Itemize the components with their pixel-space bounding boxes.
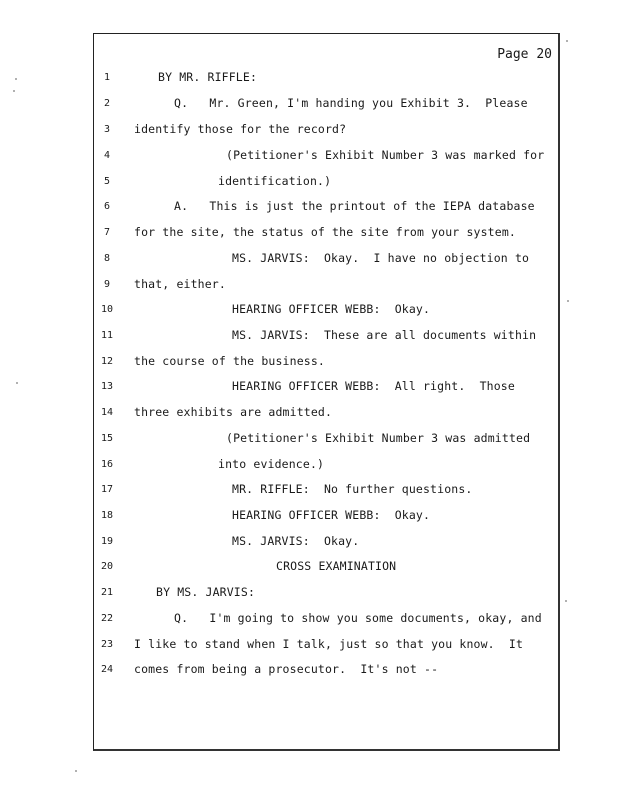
scan-speck: [13, 90, 15, 92]
transcript-line: [94, 585, 561, 605]
line-text: MS. JARVIS: Okay. I have no objection to: [232, 251, 530, 265]
scan-speck: [565, 600, 567, 602]
transcript-line: [94, 559, 561, 579]
line-number: 16: [100, 459, 114, 470]
line-number: 7: [103, 227, 111, 238]
scan-speck: [75, 770, 77, 772]
line-number: 1: [103, 72, 111, 83]
line-text: HEARING OFFICER WEBB: Okay.: [232, 508, 431, 522]
line-number: 15: [100, 433, 114, 444]
line-number: 6: [103, 201, 111, 212]
transcript-page: [93, 33, 560, 751]
scan-speck: [566, 40, 568, 42]
scan-speck: [15, 78, 17, 80]
line-text: for the site, the status of the site from your system.: [134, 225, 516, 239]
line-text: three exhibits are admitted.: [134, 405, 333, 419]
line-number: 22: [100, 613, 114, 624]
line-number: 17: [100, 484, 114, 495]
line-text: MS. JARVIS: These are all documents within: [232, 328, 537, 342]
line-number: 20: [100, 561, 114, 572]
line-number: 19: [100, 536, 114, 547]
line-number: 11: [100, 330, 114, 341]
line-text: Q. I'm going to show you some documents, okay, and: [174, 611, 542, 625]
section-heading: CROSS EXAMINATION: [276, 559, 397, 573]
transcript-line: [94, 482, 561, 502]
line-text: HEARING OFFICER WEBB: Okay.: [232, 302, 431, 316]
line-text: MS. JARVIS: Okay.: [232, 534, 360, 548]
scan-speck: [16, 382, 18, 384]
line-number: 24: [100, 664, 114, 675]
line-text: (Petitioner's Exhibit Number 3 was admitted: [226, 431, 531, 445]
line-text: BY MR. RIFFLE:: [158, 70, 258, 84]
transcript-line: [94, 148, 561, 168]
transcript-line: [94, 662, 561, 682]
line-number: 3: [103, 124, 111, 135]
line-text: that, either.: [134, 277, 226, 291]
transcript-line: [94, 225, 561, 245]
line-number: 21: [100, 587, 114, 598]
line-text: identification.): [218, 174, 332, 188]
transcript-line: [94, 122, 561, 142]
line-text: A. This is just the printout of the IEPA database: [174, 199, 535, 213]
transcript-line: [94, 431, 561, 451]
line-number: 13: [100, 381, 114, 392]
transcript-line: [94, 379, 561, 399]
line-text: BY MS. JARVIS:: [156, 585, 256, 599]
transcript-line: [94, 174, 561, 194]
transcript-line: [94, 70, 561, 90]
transcript-line: [94, 302, 561, 322]
transcript-line: [94, 637, 561, 657]
line-text: Q. Mr. Green, I'm handing you Exhibit 3. Please: [174, 96, 528, 110]
transcript-line: [94, 354, 561, 374]
transcript-line: [94, 534, 561, 554]
transcript-line: [94, 96, 561, 116]
transcript-line: [94, 508, 561, 528]
page-number: Page 20: [497, 47, 552, 62]
line-number: 10: [100, 304, 114, 315]
transcript-line: [94, 457, 561, 477]
line-number: 18: [100, 510, 114, 521]
line-text: I like to stand when I talk, just so that you know. It: [134, 637, 524, 651]
line-number: 12: [100, 356, 114, 367]
line-text: MR. RIFFLE: No further questions.: [232, 482, 473, 496]
line-text: comes from being a prosecutor. It's not --: [134, 662, 439, 676]
line-number: 9: [103, 279, 111, 290]
line-text: HEARING OFFICER WEBB: All right. Those: [232, 379, 515, 393]
transcript-line: [94, 405, 561, 425]
line-text: identify those for the record?: [134, 122, 347, 136]
transcript-line: [94, 199, 561, 219]
line-text: the course of the business.: [134, 354, 325, 368]
line-text: (Petitioner's Exhibit Number 3 was marked for: [226, 148, 545, 162]
line-number: 4: [103, 150, 111, 161]
line-number: 5: [103, 176, 111, 187]
scan-speck: [567, 300, 569, 302]
transcript-line: [94, 251, 561, 271]
transcript-line: [94, 611, 561, 631]
line-number: 2: [103, 98, 111, 109]
line-number: 8: [103, 253, 111, 264]
line-text: into evidence.): [218, 457, 325, 471]
transcript-line: [94, 328, 561, 348]
transcript-line: [94, 277, 561, 297]
line-number: 14: [100, 407, 114, 418]
line-number: 23: [100, 639, 114, 650]
